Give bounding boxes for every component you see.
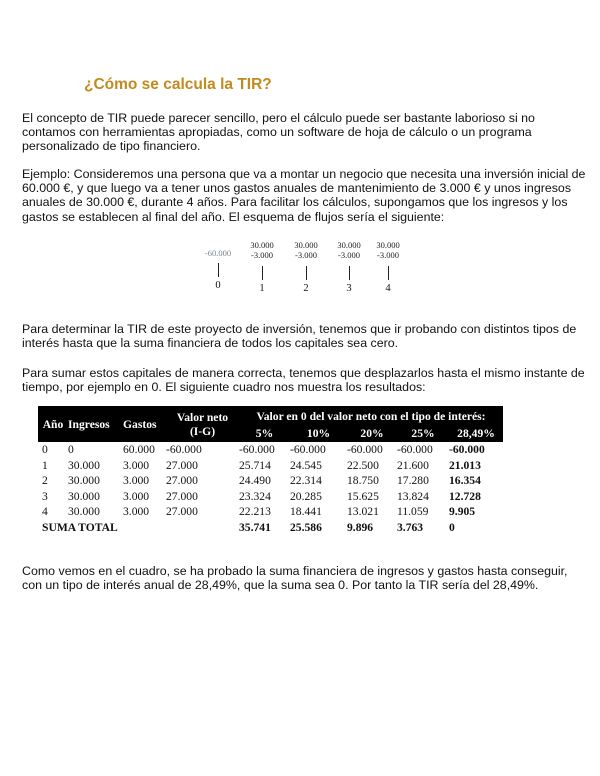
header-rate: 28,49%: [457, 426, 495, 440]
cell-ingresos: 0: [68, 443, 74, 457]
header-rate: 5%: [255, 426, 274, 440]
cell-value-tir: -60.000: [449, 443, 485, 457]
cell-neto: 27.000: [166, 474, 198, 488]
conclusion-paragraph: Como vemos en el cuadro, se ha probado la suma financiera de ingresos y gastos hasta conseguir, con un tipo de interés anual de 28,49%, que la suma sea 0. Por tanto la TIR sería del 28,49%.: [22, 564, 568, 593]
header-valor-neto-sub: (I-G): [189, 425, 216, 439]
table-row: [38, 473, 503, 489]
table-row: [38, 504, 503, 520]
cell-value: 25.714: [239, 458, 271, 472]
cash-flow-diagram: [200, 240, 410, 308]
table-row: [38, 442, 503, 458]
cell-value: 22.314: [290, 474, 322, 488]
flow-bottom-value: -3.000: [377, 250, 399, 260]
flow-period-1: [240, 240, 284, 294]
cell-value: -60.000: [290, 443, 326, 457]
cell-value: 22.213: [239, 505, 271, 519]
cell-value: 21.600: [397, 458, 429, 472]
cell-neto: 27.000: [166, 489, 198, 503]
cell-gastos: 3.000: [123, 474, 150, 488]
cell-value: 24.490: [239, 474, 271, 488]
flow-bottom-value: -3.000: [295, 250, 317, 260]
flow-bottom-value: -3.000: [338, 250, 360, 260]
flow-top-value: -60.000: [204, 248, 232, 258]
flow-period-label: 2: [303, 283, 309, 294]
flow-tick: [388, 266, 389, 280]
total-value: 35.741: [239, 521, 271, 534]
intro-paragraph: El concepto de TIR puede parecer sencillo, pero el cálculo puede ser bastante laborioso si no contamos con herramientas apropiadas, como un software de hoja de cálculo o un programa personalizado de tipo financiero.: [22, 111, 535, 154]
cell-value-tir: 16.354: [449, 474, 481, 488]
cell-value: -60.000: [347, 443, 383, 457]
page-title: ¿Cómo se calcula la TIR?: [84, 76, 272, 93]
example-paragraph: Ejemplo: Consideremos una persona que va a montar un negocio que necesita una inversión inicial de 60.000 €, y que luego va a tener unos gastos anuales de mantenimiento de 3.000 € y unos ingresos anuales de 30.000 €, durante 4 años. Para facilitar los cálculos, supongamos que los ingresos y los gastos se establecen al final del año. El esquema de flujos sería el siguiente:: [22, 167, 586, 224]
cell-gastos: 3.000: [123, 505, 150, 519]
cell-value: 20.285: [290, 489, 322, 503]
header-group: Valor en 0 del valor neto con el tipo de interés:: [256, 409, 486, 423]
cell-value: 24.545: [290, 458, 322, 472]
cell-value: 11.059: [397, 505, 429, 519]
flow-period-label: 0: [215, 280, 221, 291]
cell-anio: 0: [42, 443, 48, 457]
cell-anio: 4: [42, 505, 48, 519]
flow-period-2: [284, 240, 328, 294]
total-value: 9.896: [347, 521, 374, 534]
determine-paragraph: Para determinar la TIR de este proyecto de inversión, tenemos que ir probando con distintos tipos de interés hasta que la suma financiera de todos los capitales sea cero.: [22, 322, 577, 351]
cell-value-tir: 21.013: [449, 458, 481, 472]
flow-period-label: 4: [385, 283, 391, 294]
flow-top-value: 30.000: [376, 240, 400, 250]
header-ingresos: Ingresos: [68, 417, 110, 431]
table-total-row: [38, 520, 503, 536]
cell-gastos: 3.000: [123, 489, 150, 503]
total-value: 0: [449, 521, 455, 534]
flow-top-value: 30.000: [294, 240, 318, 250]
cell-value-tir: 12.728: [449, 489, 481, 503]
cell-ingresos: 30.000: [68, 489, 100, 503]
flow-period-label: 1: [259, 283, 265, 294]
flow-tick: [218, 263, 219, 277]
cell-value: 23.324: [239, 489, 271, 503]
total-value: 3.763: [397, 521, 424, 534]
cell-value: 13.824: [397, 489, 429, 503]
tir-results-table: [38, 406, 503, 536]
cell-value: 15.625: [347, 489, 379, 503]
total-value: 25.586: [290, 521, 322, 534]
cell-value: 18.750: [347, 474, 379, 488]
flow-tick: [306, 266, 307, 280]
header-rate: 20%: [360, 426, 384, 440]
flow-period-4: [366, 240, 410, 294]
flow-top-value: 30.000: [337, 240, 361, 250]
cell-value-tir: 9.905: [449, 505, 476, 519]
cell-neto: 27.000: [166, 505, 198, 519]
flow-top-value: 30.000: [250, 240, 274, 250]
cell-gastos: 3.000: [123, 458, 150, 472]
total-label: SUMA TOTAL: [42, 521, 118, 534]
cell-value: -60.000: [397, 443, 433, 457]
cell-value: 13.021: [347, 505, 379, 519]
cell-neto: -60.000: [166, 443, 202, 457]
table-row: [38, 458, 503, 474]
header-valor-neto: Valor neto: [176, 410, 229, 424]
flow-period-0: [196, 240, 240, 291]
cell-value: -60.000: [239, 443, 275, 457]
cell-ingresos: 30.000: [68, 505, 100, 519]
flow-tick: [262, 266, 263, 280]
cell-anio: 1: [42, 458, 48, 472]
sum-paragraph: Para sumar estos capitales de manera correcta, tenemos que desplazarlos hasta el mismo instante de tiempo, por ejemplo en 0. El siguiente cuadro nos muestra los resultados:: [22, 366, 585, 395]
header-anio: Año: [42, 417, 64, 431]
flow-period-label: 3: [346, 283, 352, 294]
cell-anio: 3: [42, 489, 48, 503]
cell-neto: 27.000: [166, 458, 198, 472]
flow-bottom-value: -3.000: [251, 250, 273, 260]
header-rate: 10%: [306, 426, 331, 440]
cell-value: 18.441: [290, 505, 322, 519]
cell-value: 22.500: [347, 458, 379, 472]
cell-ingresos: 30.000: [68, 458, 100, 472]
flow-period-3: [327, 240, 371, 294]
cell-anio: 2: [42, 474, 48, 488]
cell-ingresos: 30.000: [68, 474, 100, 488]
table-header-row: [38, 406, 503, 425]
flow-tick: [349, 266, 350, 280]
cell-gastos: 60.000: [123, 443, 155, 457]
table-row: [38, 489, 503, 505]
header-rate: 25%: [411, 426, 435, 440]
cell-value: 17.280: [397, 474, 429, 488]
header-gastos: Gastos: [123, 417, 157, 431]
